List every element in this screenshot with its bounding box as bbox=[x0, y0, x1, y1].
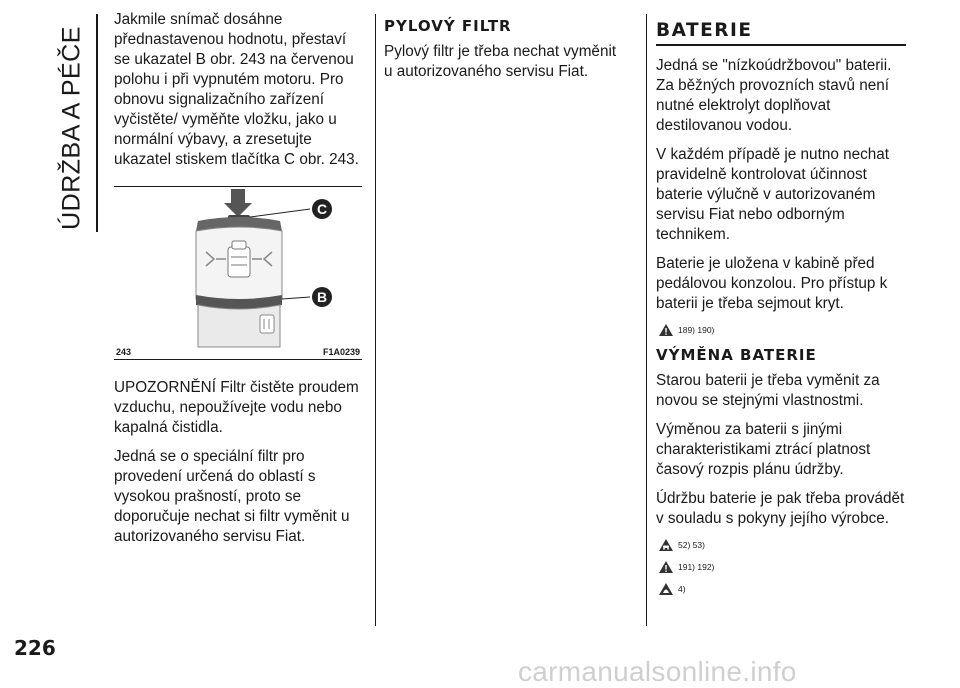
paragraph: Jakmile snímač dosáhne přednastavenou hodnotu, přestaví se ukazatel B obr. 243 na červenou polohu i při vypnutém motoru. Pro obnovu signalizačního zařízení vyčistěte/ vyměňte vložku, jako u normální výbavy, a zresetujte ukazatel stiskem tlačítka C obr. 243. bbox=[114, 11, 359, 168]
column-2 bbox=[384, 10, 620, 91]
column-divider bbox=[646, 14, 647, 626]
section-heading-main: BATERIE bbox=[656, 20, 906, 46]
reference-text: 189) 190) bbox=[678, 325, 715, 335]
reference bbox=[658, 323, 906, 337]
page-number: 226 bbox=[14, 636, 56, 660]
figure-243 bbox=[114, 186, 362, 360]
column-3 bbox=[656, 10, 906, 604]
environment-icon bbox=[658, 582, 674, 596]
reference-text: 52) 53) bbox=[678, 540, 705, 550]
paragraph: V každém případě je nutno nechat pravidelně kontrolovat účinnost baterie výlučně v autorizovaném servisu Fiat nebo odborným technikem. bbox=[656, 146, 890, 243]
watermark: carmanualsonline.info bbox=[518, 656, 797, 687]
chapter-title-text: ÚDRŽBA A PÉČE bbox=[57, 26, 86, 230]
reference bbox=[658, 582, 906, 596]
paragraph: Starou baterii je třeba vyměnit za novou se stejnými vlastnostmi. bbox=[656, 372, 880, 409]
column-divider bbox=[375, 14, 376, 626]
figure-code: F1A0239 bbox=[322, 347, 360, 357]
column-1 bbox=[114, 10, 364, 556]
callout-c: C bbox=[316, 201, 328, 217]
paragraph: Pylový filtr je třeba nechat vyměnit u autorizovaného servisu Fiat. bbox=[384, 43, 617, 80]
reference-text: 191) 192) bbox=[678, 562, 715, 572]
paragraph: Baterie je uložena v kabině před pedálovou konzolou. Pro přístup k baterii je třeba sejmout kryt. bbox=[656, 255, 888, 312]
paragraph: Jedná se o speciální filtr pro provedení určená do oblastí s vysokou prašností, proto se doporučuje nechat si filtr vyměnit u autorizovaného servisu Fiat. bbox=[114, 448, 350, 545]
subsection-heading: VÝMĚNA BATERIE bbox=[656, 346, 817, 364]
car-caution-icon bbox=[658, 538, 674, 552]
reference-text: 4) bbox=[678, 584, 686, 594]
warning-icon bbox=[658, 560, 674, 574]
section-heading: PYLOVÝ FILTR bbox=[384, 17, 512, 35]
paragraph: Jedná se "nízkoúdržbovou" baterii. Za běžných provozních stavů není nutné elektrolyt doplňovat destilovanou vodou. bbox=[656, 57, 892, 134]
figure-number: 243 bbox=[116, 347, 132, 357]
paragraph: UPOZORNĚNÍ Filtr čistěte proudem vzduchu, nepoužívejte vodu nebo kapalná čistidla. bbox=[114, 379, 359, 436]
chapter-title bbox=[52, 12, 92, 244]
paragraph: Údržbu baterie je pak třeba provádět v souladu s pokyny jejího výrobce. bbox=[656, 490, 905, 527]
reference bbox=[658, 538, 906, 552]
callout-b: B bbox=[316, 289, 328, 305]
chapter-divider bbox=[96, 14, 98, 232]
paragraph: Výměnou za baterii s jinými charakteristikami ztrácí platnost časový rozpis plánu údržby. bbox=[656, 421, 871, 478]
filter-illustration bbox=[114, 187, 362, 359]
reference bbox=[658, 560, 906, 574]
warning-icon bbox=[658, 323, 674, 337]
